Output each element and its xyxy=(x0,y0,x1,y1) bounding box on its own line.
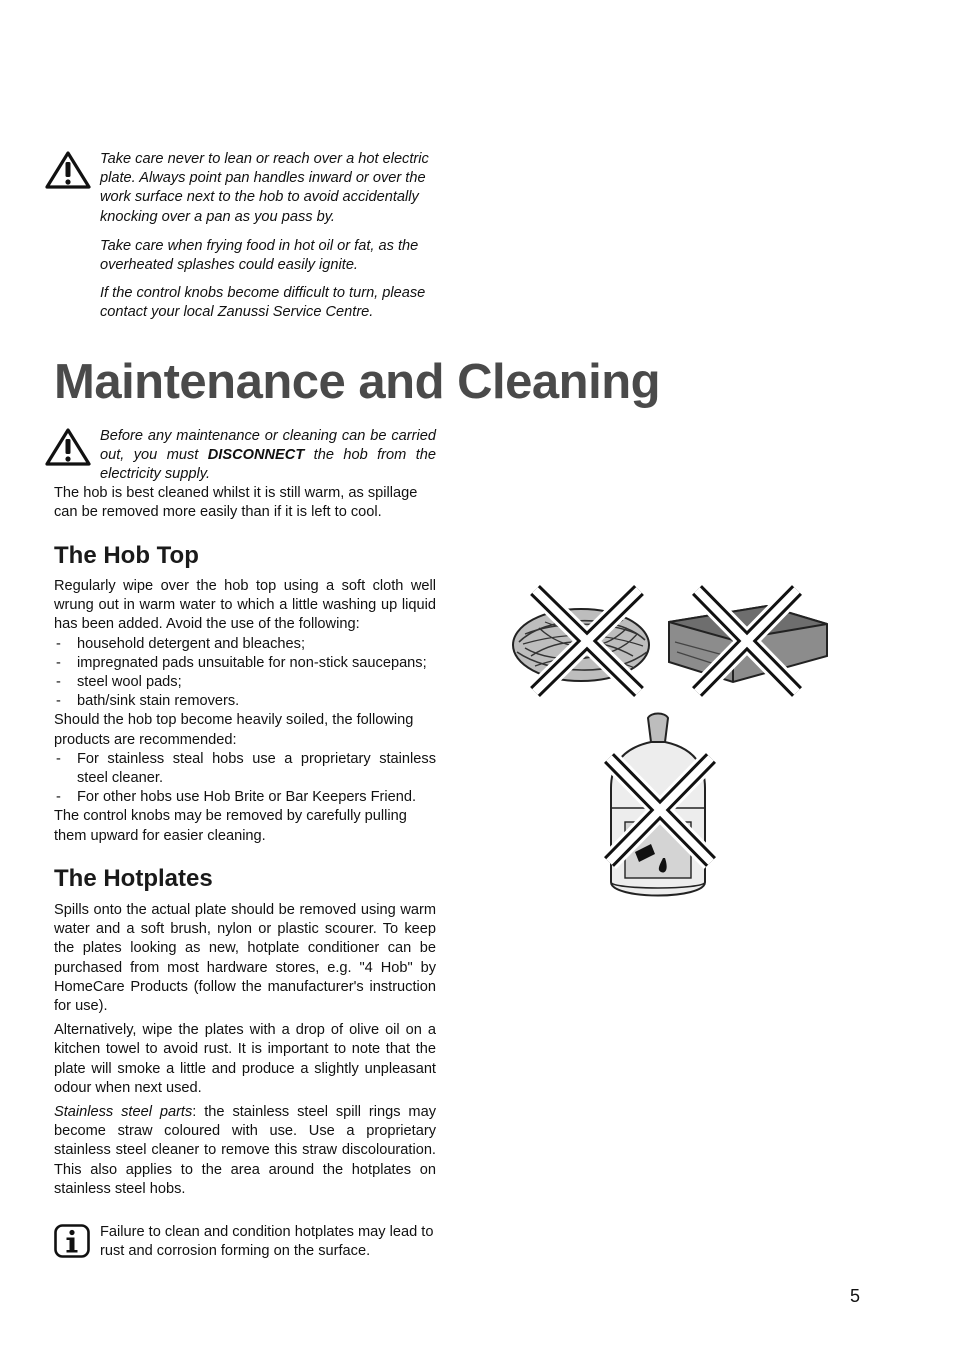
hotplates-para-1: Spills onto the actual plate should be removed using warm water and a soft brush, nylon or plastic scourer. To keep the plates looking as new, hotplate conditioner can be purchased from most hardware stores, e.g. "4 Hob" by HomeCare Products (follow the manufacturer's instruction for use). xyxy=(54,902,436,1015)
info-note: Failure to clean and condition hotplates may lead to rust and corrosion forming on the surface. xyxy=(100,1224,434,1260)
page-number: 5 xyxy=(850,1286,861,1306)
list-item: - For stainless steal hobs use a proprietary stainless steel cleaner. xyxy=(54,750,436,788)
warning-text-before: Before any maintenance or cleaning can be carried out, you must xyxy=(100,428,436,464)
warning-triangle-icon xyxy=(44,427,92,467)
warning-triangle-icon xyxy=(44,150,92,190)
hob-top-section xyxy=(54,577,436,846)
list-item: - steel wool pads; xyxy=(54,673,436,692)
safety-para-1: Take care never to lean or reach over a hot electric plate. Always point pan handles inward or over the work surface next to the hob to avoid accidentally knocking over a pan as you pass by. xyxy=(100,151,429,225)
cleaning-items-illustration xyxy=(505,582,835,902)
stainless-steel-text: : the stainless steel spill rings may become straw coloured with use. Use a proprietary stainless steel cleaner to remove this straw discolouration. This also applies to the area around the hotplates on stainless steel hobs. xyxy=(54,1104,436,1197)
list-item: - For other hobs use Hob Brite or Bar Keepers Friend. xyxy=(54,788,436,807)
safety-para-3: If the control knobs become difficult to turn, please contact your local Zanussi Service Centre. xyxy=(100,285,426,321)
page-title: Maintenance and Cleaning xyxy=(54,355,661,409)
knobs-note: The control knobs may be removed by carefully pulling them upward for easier cleaning. xyxy=(54,808,407,844)
hob-top-heading: The Hob Top xyxy=(54,542,199,569)
warning-text-after: the hob from the electricity supply. xyxy=(100,447,437,483)
list-item: - bath/sink stain removers. xyxy=(54,692,436,711)
section-intro: The hob is best cleaned whilst it is still warm, as spillage can be removed more easily than if it is left to cool. xyxy=(54,485,418,521)
list-item: - impregnated pads unsuitable for non-stick saucepans; xyxy=(54,654,436,673)
disconnect-warning xyxy=(100,427,436,485)
safety-warnings xyxy=(100,150,436,323)
hotplates-section xyxy=(54,901,436,1199)
hotplates-para-3 xyxy=(54,1103,436,1199)
hotplates-heading: The Hotplates xyxy=(54,865,213,892)
list-item: - household detergent and bleaches; xyxy=(54,635,436,654)
info-icon xyxy=(54,1224,90,1258)
avoid-list xyxy=(54,635,436,712)
warning-text-bold: DISCONNECT xyxy=(207,447,305,464)
recommend-list xyxy=(54,750,436,808)
recommend-intro: Should the hob top become heavily soiled, the following products are recommended: xyxy=(54,712,414,748)
hob-top-intro: Regularly wipe over the hob top using a soft cloth well wrung out in warm water to which a little washing up liquid has been added. Avoid the use of the following: xyxy=(54,578,436,633)
stainless-steel-label: Stainless steel parts xyxy=(54,1104,193,1121)
safety-para-2: Take care when frying food in hot oil or fat, as the overheated splashes could easily ignite. xyxy=(100,237,419,274)
hotplates-para-2: Alternatively, wipe the plates with a drop of olive oil on a kitchen towel to avoid rust. It is important to note that the plate will smoke a little and produce a slightly unpleasant odour when next used. xyxy=(54,1022,436,1096)
